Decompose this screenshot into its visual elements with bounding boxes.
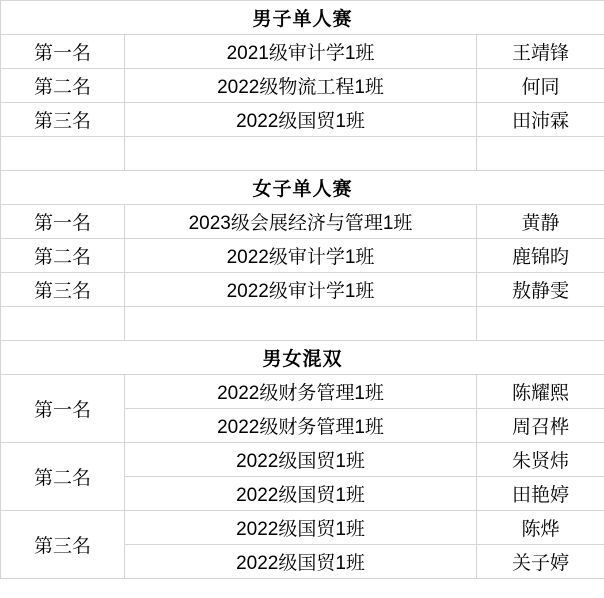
name-cell: 黄静 <box>477 205 604 239</box>
table-row <box>1 443 604 477</box>
rank-cell: 第二名 <box>1 69 125 103</box>
class-cell: 2022级国贸1班 <box>125 103 477 137</box>
name-cell: 田艳婷 <box>477 477 604 511</box>
spacer-row <box>1 307 604 341</box>
rank-cell: 第三名 <box>1 273 125 307</box>
rank-cell: 第一名 <box>1 375 125 443</box>
section-title: 女子单人赛 <box>1 171 604 205</box>
empty-cell <box>477 137 604 171</box>
name-cell: 敖静雯 <box>477 273 604 307</box>
name-cell: 王靖锋 <box>477 35 604 69</box>
rank-cell: 第一名 <box>1 205 125 239</box>
section-title: 男子单人赛 <box>1 1 604 35</box>
class-cell: 2022级财务管理1班 <box>125 409 477 443</box>
section-title-row <box>1 171 604 205</box>
name-cell: 鹿锦昀 <box>477 239 604 273</box>
table-row <box>1 103 604 137</box>
class-cell: 2022级国贸1班 <box>125 443 477 477</box>
empty-cell <box>1 137 125 171</box>
empty-cell <box>1 307 125 341</box>
table-row <box>1 273 604 307</box>
section-title: 男女混双 <box>1 341 604 375</box>
name-cell: 朱贤炜 <box>477 443 604 477</box>
table-row <box>1 511 604 545</box>
spacer-row <box>1 137 604 171</box>
rank-cell: 第一名 <box>1 35 125 69</box>
class-cell: 2022级财务管理1班 <box>125 375 477 409</box>
table-row <box>1 35 604 69</box>
name-cell: 陈耀熙 <box>477 375 604 409</box>
table-row <box>1 375 604 409</box>
rank-cell: 第二名 <box>1 443 125 511</box>
class-cell: 2023级会展经济与管理1班 <box>125 205 477 239</box>
class-cell: 2022级审计学1班 <box>125 239 477 273</box>
name-cell: 关子婷 <box>477 545 604 579</box>
table-row <box>1 239 604 273</box>
class-cell: 2022级国贸1班 <box>125 511 477 545</box>
rank-cell: 第三名 <box>1 511 125 579</box>
name-cell: 田沛霖 <box>477 103 604 137</box>
table-row <box>1 69 604 103</box>
class-cell: 2022级国贸1班 <box>125 545 477 579</box>
class-cell: 2022级审计学1班 <box>125 273 477 307</box>
name-cell: 何同 <box>477 69 604 103</box>
empty-cell <box>125 137 477 171</box>
name-cell: 陈烨 <box>477 511 604 545</box>
empty-cell <box>125 307 477 341</box>
name-cell: 周召桦 <box>477 409 604 443</box>
table-row <box>1 205 604 239</box>
class-cell: 2022级国贸1班 <box>125 477 477 511</box>
class-cell: 2021级审计学1班 <box>125 35 477 69</box>
empty-cell <box>477 307 604 341</box>
rank-cell: 第二名 <box>1 239 125 273</box>
section-title-row <box>1 341 604 375</box>
section-title-row <box>1 1 604 35</box>
rank-cell: 第三名 <box>1 103 125 137</box>
class-cell: 2022级物流工程1班 <box>125 69 477 103</box>
